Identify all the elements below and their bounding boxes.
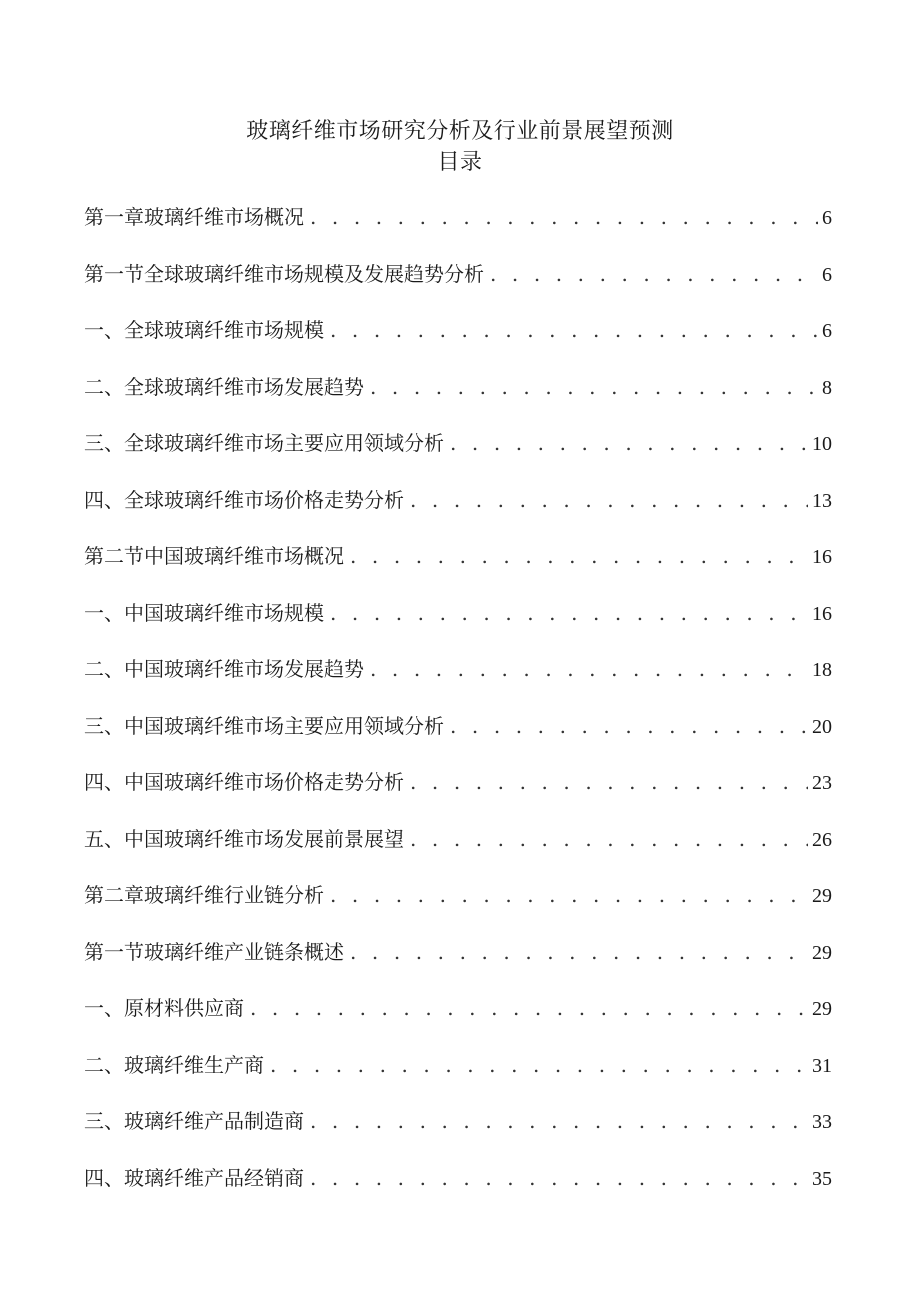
toc-leader-dots xyxy=(310,1103,808,1139)
toc-entry[interactable] xyxy=(84,199,832,256)
toc-leader-dots xyxy=(350,538,808,574)
toc-entry-label: 四、中国玻璃纤维市场价格走势分析 xyxy=(84,770,404,794)
toc-entry-page: 29 xyxy=(812,885,832,907)
toc-entry-page: 6 xyxy=(822,263,832,286)
toc-leader-dots xyxy=(250,990,808,1026)
toc-entry[interactable] xyxy=(84,821,832,878)
toc-entry[interactable] xyxy=(84,1160,832,1217)
toc-entry[interactable] xyxy=(84,369,832,426)
toc-leader-dots xyxy=(310,199,818,235)
toc-leader-dots xyxy=(410,764,808,800)
table-of-contents xyxy=(84,199,832,1216)
toc-entry[interactable] xyxy=(84,764,832,821)
toc-entry-label: 一、原材料供应商 xyxy=(84,996,244,1020)
toc-entry-label: 四、全球玻璃纤维市场价格走势分析 xyxy=(84,487,404,512)
toc-entry-label: 第一章玻璃纤维市场概况 xyxy=(84,205,304,229)
toc-heading: 目录 xyxy=(437,150,483,175)
toc-entry[interactable] xyxy=(84,538,832,595)
toc-entry[interactable] xyxy=(84,256,832,313)
toc-entry-page: 29 xyxy=(812,941,832,964)
document-title: 玻璃纤维市场研究分析及行业前景展望预测 xyxy=(246,119,674,144)
toc-leader-dots xyxy=(450,708,808,744)
toc-entry-label: 五、中国玻璃纤维市场发展前景展望 xyxy=(84,826,404,851)
toc-entry[interactable] xyxy=(84,312,832,369)
toc-leader-dots xyxy=(370,369,818,405)
toc-leader-dots xyxy=(410,482,808,518)
toc-entry-page: 8 xyxy=(822,376,832,399)
toc-entry[interactable] xyxy=(84,990,832,1047)
toc-entry-label: 第二节中国玻璃纤维市场概况 xyxy=(84,544,344,568)
toc-leader-dots xyxy=(330,877,808,913)
toc-entry-page: 16 xyxy=(812,602,832,625)
toc-entry-page: 18 xyxy=(812,659,832,681)
toc-leader-dots xyxy=(330,312,818,348)
toc-entry[interactable] xyxy=(84,595,832,652)
toc-entry[interactable] xyxy=(84,1047,832,1104)
toc-entry-label: 第一节玻璃纤维产业链条概述 xyxy=(84,939,344,964)
toc-entry[interactable] xyxy=(84,708,832,765)
toc-entry-label: 四、玻璃纤维产品经销商 xyxy=(84,1165,304,1190)
toc-entry-label: 一、中国玻璃纤维市场规模 xyxy=(84,600,324,625)
toc-entry-page: 29 xyxy=(812,998,832,1020)
toc-entry-page: 6 xyxy=(822,207,832,229)
toc-entry-label: 三、全球玻璃纤维市场主要应用领域分析 xyxy=(84,431,444,455)
toc-leader-dots xyxy=(450,425,808,461)
toc-entry-label: 第一节全球玻璃纤维市场规模及发展趋势分析 xyxy=(84,261,484,286)
toc-entry[interactable] xyxy=(84,1103,832,1160)
toc-entry[interactable] xyxy=(84,651,832,708)
toc-entry-label: 二、中国玻璃纤维市场发展趋势 xyxy=(84,657,364,681)
toc-entry-page: 16 xyxy=(812,546,832,568)
toc-entry-page: 20 xyxy=(812,715,832,738)
toc-entry-page: 13 xyxy=(812,489,832,512)
toc-leader-dots xyxy=(370,651,808,687)
toc-leader-dots xyxy=(330,595,808,631)
toc-leader-dots xyxy=(490,256,818,292)
toc-entry[interactable] xyxy=(84,934,832,991)
toc-entry-page: 35 xyxy=(812,1167,832,1190)
toc-entry-label: 一、全球玻璃纤维市场规模 xyxy=(84,318,324,342)
toc-leader-dots xyxy=(350,934,808,970)
toc-entry[interactable] xyxy=(84,482,832,539)
toc-leader-dots xyxy=(410,821,808,857)
toc-entry-label: 二、全球玻璃纤维市场发展趋势 xyxy=(84,374,364,399)
toc-entry-label: 第二章玻璃纤维行业链分析 xyxy=(84,883,324,907)
toc-entry-page: 10 xyxy=(812,433,832,455)
toc-leader-dots xyxy=(310,1160,808,1196)
toc-entry-label: 三、玻璃纤维产品制造商 xyxy=(84,1109,304,1133)
toc-entry-label: 三、中国玻璃纤维市场主要应用领域分析 xyxy=(84,713,444,738)
toc-leader-dots xyxy=(270,1047,808,1083)
toc-entry-page: 33 xyxy=(812,1111,832,1133)
toc-entry-page: 26 xyxy=(812,828,832,851)
toc-entry-page: 23 xyxy=(812,772,832,794)
toc-entry-label: 二、玻璃纤维生产商 xyxy=(84,1052,264,1077)
toc-entry-page: 6 xyxy=(822,320,832,342)
toc-entry-page: 31 xyxy=(812,1054,832,1077)
toc-entry[interactable] xyxy=(84,877,832,934)
toc-entry[interactable] xyxy=(84,425,832,482)
